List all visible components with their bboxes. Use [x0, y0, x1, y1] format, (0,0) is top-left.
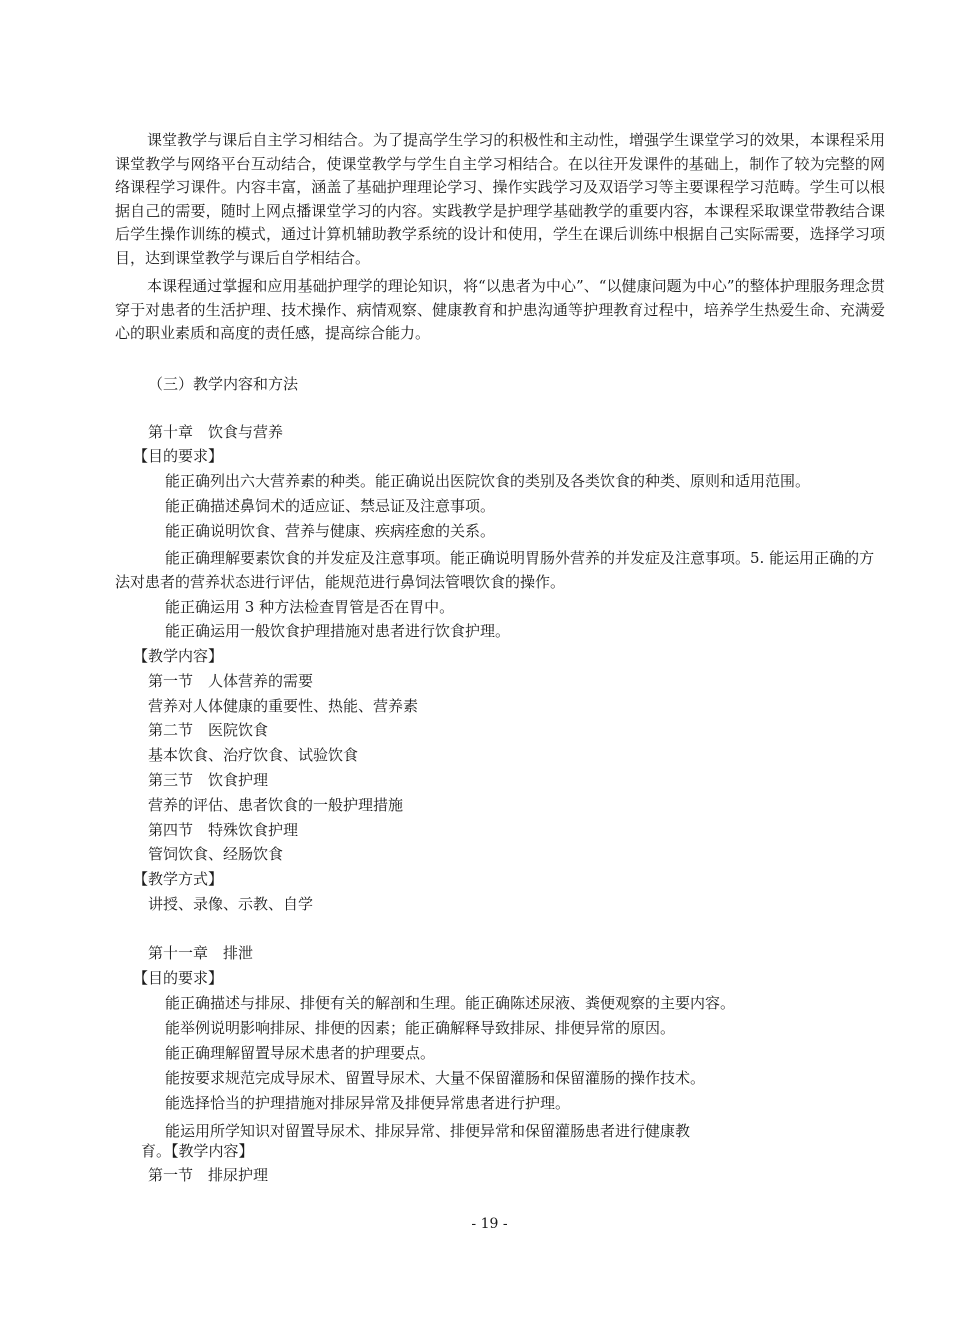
- intro-paragraph-1: 课堂教学与课后自主学习相结合。为了提高学生学习的积极性和主动性，增强学生课堂学习的效果，本课程采用课堂教学与网络平台互动结合，使课堂教学与学生自主学习相结合。在以往开发课件的基础上，制作了较为完整的网络课程学习课件。内容丰富，涵盖了基础护理理论学习、操作实践学习及双语学习等主要课程学习范畴。学生可以根据自己的需要，随时上网点播课堂学习的内容。实践教学是护理学基础教学的重要内容，本课程采取课堂带教结合课后学生操作训练的模式，通过计算机辅助教学系统的设计和使用，学生在课后训练中根据自己实际需要，选择学习项目，达到课堂教学与课后自学相结合。: [115, 131, 885, 267]
- chapter-10-content-label: 【教学内容】: [133, 647, 224, 665]
- chapter-11-goal-5: 能选择恰当的护理措施对排尿异常及排便异常患者进行护理。: [165, 1094, 571, 1112]
- chapter-10-methods: 讲授、录像、示教、自学: [148, 895, 314, 913]
- chapter-10-section-4: 第四节 特殊饮食护理: [148, 821, 299, 839]
- chapter-10-section-3-content: 营养的评估、患者饮食的一般护理措施: [148, 796, 404, 814]
- chapter-10-section-4-content: 管饲饮食、经肠饮食: [148, 845, 284, 863]
- chapter-10-section-2: 第二节 医院饮食: [148, 721, 269, 739]
- section-heading: （三）教学内容和方法: [148, 375, 299, 393]
- chapter-10-goal-1: 能正确列出六大营养素的种类。能正确说出医院饮食的类别及各类饮食的种类、原则和适用范围。: [165, 472, 811, 490]
- chapter-10-goal-5: 能正确运用 3 种方法检查胃管是否在胃中。: [165, 598, 455, 616]
- chapter-10-goal-2: 能正确描述鼻饲术的适应证、禁忌证及注意事项。: [165, 497, 496, 515]
- chapter-11-goal-1: 能正确描述与排尿、排便有关的解剖和生理。能正确陈述尿液、粪便观察的主要内容。: [165, 994, 736, 1012]
- chapter-11-goal-4: 能按要求规范完成导尿术、留置导尿术、大量不保留灌肠和保留灌肠的操作技术。: [165, 1069, 706, 1087]
- intro-paragraph-2: 本课程通过掌握和应用基础护理学的理论知识，将“以患者为中心”、“以健康问题为中心”的整体护理服务理念贯穿于对患者的生活护理、技术操作、病情观察、健康教育和护患沟通等护理教育过程中，培养学生热爱生命、充满爱心的职业素质和高度的责任感，提高综合能力。: [115, 277, 885, 342]
- chapter-10-section-3: 第三节 饮食护理: [148, 771, 269, 789]
- chapter-10-section-1-content: 营养对人体健康的重要性、热能、营养素: [148, 697, 419, 715]
- chapter-11-goal-6: 能运用所学知识对留置导尿术、排尿异常、排便异常和保留灌肠患者进行健康教: [165, 1122, 691, 1140]
- chapter-11-goal-2: 能举例说明影响排尿、排便的因素；能正确解释导致排尿、排便异常的原因。: [165, 1019, 676, 1037]
- chapter-10-goal-3: 能正确说明饮食、营养与健康、疾病痊愈的关系。: [165, 522, 496, 540]
- chapter-10-section-2-content: 基本饮食、治疗饮食、试验饮食: [148, 746, 359, 764]
- page-number: - 19 -: [471, 1216, 508, 1232]
- chapter-10-section-1: 第一节 人体营养的需要: [148, 672, 314, 690]
- chapter-10-goal-4: 能正确理解要素饮食的并发症及注意事项。能正确说明胃肠外营养的并发症及注意事项。5. 能运用正确的方法对患者的营养状态进行评估，能规范进行鼻饲法管喂饮食的操作。: [115, 549, 875, 591]
- chapter-11-goal-6-continued: 育。【教学内容】: [141, 1142, 254, 1160]
- chapter-10-method-label: 【教学方式】: [133, 870, 224, 888]
- chapter-11-goal-3: 能正确理解留置导尿术患者的护理要点。: [165, 1044, 436, 1062]
- chapter-11-goals-label: 【目的要求】: [133, 969, 224, 987]
- chapter-11-section-1: 第一节 排尿护理: [148, 1166, 269, 1184]
- chapter-11-title: 第十一章 排泄: [148, 944, 254, 962]
- chapter-10-goal-6: 能正确运用一般饮食护理措施对患者进行饮食护理。: [165, 622, 511, 640]
- chapter-10-goals-label: 【目的要求】: [133, 447, 224, 465]
- chapter-10-title: 第十章 饮食与营养: [148, 423, 284, 441]
